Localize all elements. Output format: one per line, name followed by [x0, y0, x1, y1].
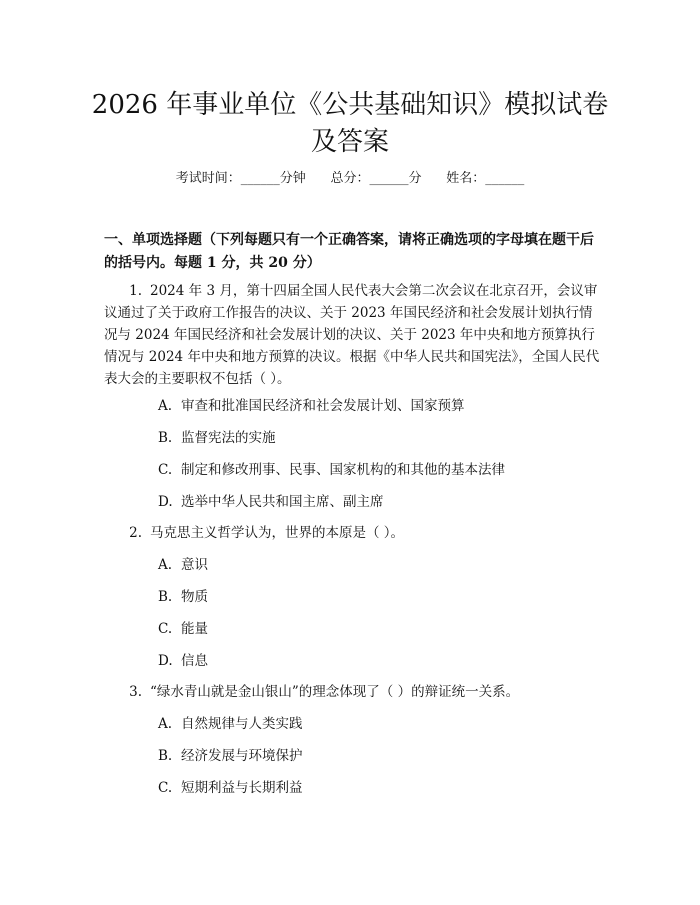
- question-3-option-a[interactable]: [158, 714, 303, 734]
- option-letter: B.: [158, 589, 173, 605]
- question-1-text: 2024 年 3 月，第十四届全国人民代表大会第二次会议在北京召开，会议审议通过了关于政府工作报告的决议、关于 2023 年国民经济和社会发展计划执行情况与 2024 年国民经济和社会发展计划的决议、关于 2023 年中央和地方预算执行情况与 2024 年中央和地方预算的决议。根据《中华人民共和国宪法》，全国人民代表大会的主要职权不包括（ ）。: [104, 283, 600, 387]
- question-2-option-c[interactable]: [158, 619, 208, 639]
- option-letter: B.: [158, 430, 173, 446]
- option-text: 监督宪法的实施: [181, 430, 276, 446]
- question-3: [104, 681, 600, 703]
- question-1: [104, 280, 600, 390]
- option-letter: C.: [158, 621, 173, 637]
- question-2-number: 2.: [129, 525, 142, 541]
- question-1-option-d[interactable]: [158, 492, 384, 512]
- question-3-number: 3.: [129, 684, 142, 700]
- option-text: 意识: [181, 557, 208, 573]
- option-letter: A.: [158, 557, 173, 573]
- option-letter: B.: [158, 748, 173, 764]
- option-letter: D.: [158, 653, 173, 669]
- section-heading: 一、单项选择题（下列每题只有一个正确答案，请将正确选项的字母填在题干后的括号内。每题 1 分，共 20 分）: [104, 232, 594, 271]
- option-letter: A.: [158, 716, 173, 732]
- question-3-text: “绿水青山就是金山银山”的理念体现了（ ）的辩证统一关系。: [150, 684, 520, 700]
- option-text: 审查和批准国民经济和社会发展计划、国家预算: [181, 398, 465, 414]
- option-letter: C.: [158, 462, 173, 478]
- option-letter: C.: [158, 780, 173, 796]
- option-letter: A.: [158, 398, 173, 414]
- question-1-number: 1.: [129, 283, 142, 299]
- option-text: 选举中华人民共和国主席、副主席: [181, 494, 384, 510]
- question-2-text: 马克思主义哲学认为，世界的本原是（ ）。: [150, 525, 405, 541]
- option-letter: D.: [158, 494, 173, 510]
- question-1-option-b[interactable]: [158, 428, 276, 448]
- option-text: 经济发展与环境保护: [181, 748, 303, 764]
- question-2-option-d[interactable]: [158, 651, 208, 671]
- question-2-option-a[interactable]: [158, 555, 208, 575]
- exam-title-line-2: 及答案: [310, 127, 389, 157]
- option-text: 制定和修改刑事、民事、国家机构的和其他的基本法律: [181, 462, 505, 478]
- question-3-option-b[interactable]: [158, 746, 303, 766]
- exam-title-line-1: 2026 年事业单位《公共基础知识》模拟试卷: [91, 90, 609, 120]
- option-text: 自然规律与人类实践: [181, 716, 303, 732]
- question-1-option-a[interactable]: [158, 396, 465, 416]
- option-text: 短期利益与长期利益: [181, 780, 303, 796]
- question-1-option-c[interactable]: [158, 460, 505, 480]
- question-3-option-c[interactable]: [158, 778, 303, 798]
- option-text: 信息: [181, 653, 208, 669]
- question-2: [104, 522, 600, 544]
- question-2-option-b[interactable]: [158, 587, 208, 607]
- option-text: 能量: [181, 621, 208, 637]
- exam-meta-line: 考试时间：______分钟 总分：______分 姓名：______: [175, 171, 525, 186]
- option-text: 物质: [181, 589, 208, 605]
